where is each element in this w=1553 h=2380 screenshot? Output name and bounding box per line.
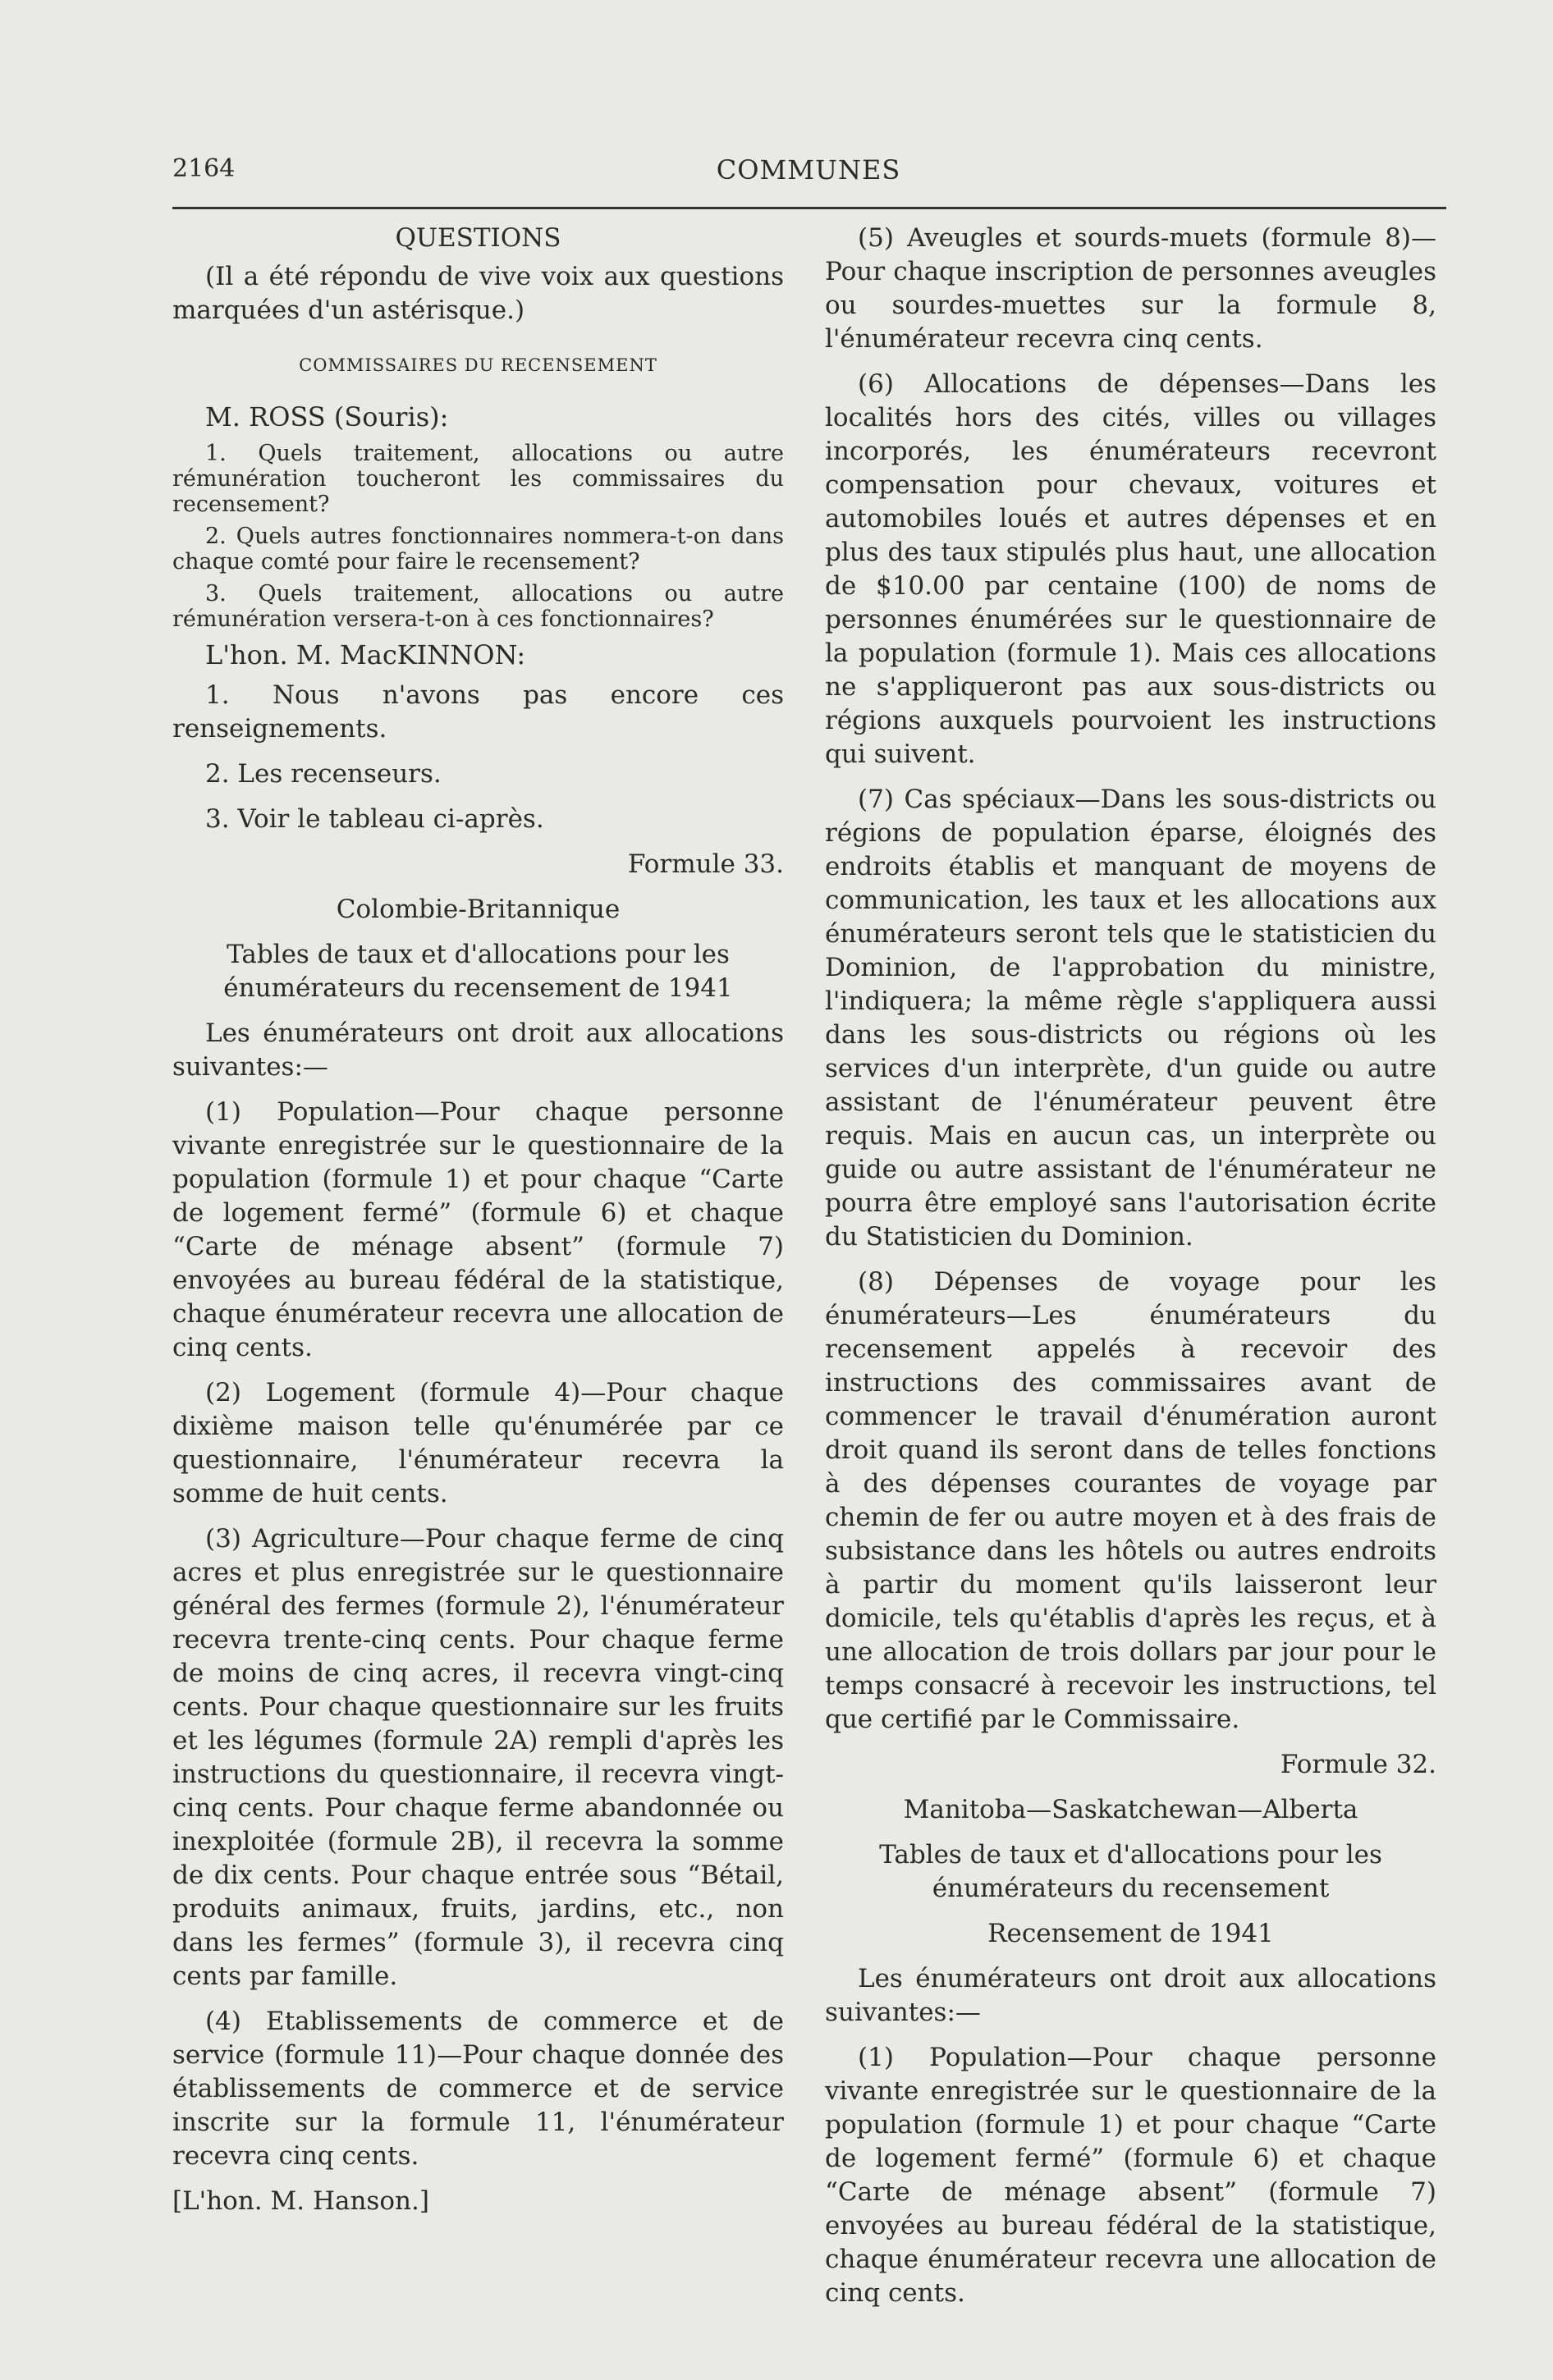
question-1: 1. Quels traitement, allocations ou autre rémunération toucheront les commissaires du recensement? — [172, 441, 784, 517]
page-footer: [L'hon. M. Hanson.] — [172, 2186, 429, 2216]
right-column — [825, 222, 1436, 2322]
speaker-mackinnon: L'hon. M. MacKINNON: — [205, 639, 526, 671]
tables-title-bc: Tables de taux et d'allocations pour les énumérateurs du recensement de 1941 — [223, 940, 733, 1003]
province-prairies: Manitoba—Saskatchewan—Alberta — [903, 1795, 1358, 1824]
paragraph-population-bc: (1) Population—Pour chaque personne vivante enregistrée sur le questionnaire de la population (formule 1) et pour chaque “Carte de logement fermé” (formule 6) et chaque “Carte de ménage absent” (formule 7) envoyées au bureau fédéral de la statistique, chaque énumérateur recevra une allocation de cinq cents. — [172, 1097, 784, 1362]
paragraph-agriculture: (3) Agriculture—Pour chaque ferme de cinq acres et plus enregistrée sur le questionnaire général des fermes (formule 2), l'énumérateur recevra trente-cinq cents. Pour chaque ferme de moins de cinq acres, il recevra vingt-cinq cents. Pour chaque questionnaire sur les fruits et les légumes (formule 2A) rempli d'après les instructions du questionnaire, il recevra vingt-cinq cents. Pour chaque ferme abandonnée ou inexploitée (formule 2B), il recevra la somme de dix cents. Pour chaque entrée sous “Bétail, produits animaux, fruits, jardins, etc., non dans les fermes” (formule 3), il recevra cinq cents par famille. — [172, 1524, 784, 1991]
question-2: 2. Quels autres fonctionnaires nommera-t-on dans chaque comté pour faire le recensement? — [172, 524, 784, 574]
answer-2: 2. Les recenseurs. — [205, 759, 442, 789]
answer-3: 3. Voir le tableau ci-après. — [205, 804, 544, 834]
answer-1: 1. Nous n'avons pas encore ces renseignements. — [172, 680, 784, 744]
formule-32: Formule 32. — [1280, 1750, 1436, 1779]
questions-note: (Il a été répondu de vive voix aux questions marquées d'un astérisque.) — [172, 262, 784, 325]
speaker-ross: M. ROSS (Souris): — [205, 401, 449, 433]
province-bc: Colombie-Britannique — [336, 895, 621, 924]
section-heading: COMMISSAIRES DU RECENSEMENT — [299, 355, 657, 375]
left-column — [172, 222, 784, 2230]
question-3: 3. Quels traitement, allocations ou autre rémunération versera-t-on à ces fonctionnaires? — [172, 581, 784, 632]
paragraph-logement: (2) Logement (formule 4)—Pour chaque dixième maison telle qu'énumérée par ce questionnaire, l'énumérateur recevra la somme de huit cents. — [172, 1378, 784, 1508]
formule-33: Formule 33. — [627, 849, 784, 879]
year-title: Recensement de 1941 — [987, 1919, 1274, 1948]
page-number: 2164 — [172, 154, 236, 183]
questions-title: QUESTIONS — [395, 223, 561, 253]
paragraph-depenses-voyage: (8) Dépenses de voyage pour les énumérateurs—Les énumérateurs du recensement appelés à recevoir des instructions des commissaires avant de commencer le travail d'énumération auront droit quand ils seront dans de telles fonctions à des dépenses courantes de voyage par chemin de fer ou autre moyen et à des frais de subsistance dans les hôtels ou autres endroits à partir du moment qu'ils laisseront leur domicile, tels qu'établis d'après les reçus, et à une allocation de trois dollars par jour pour le temps consacré à recevoir les instructions, tel que certifié par le Commissaire. — [825, 1267, 1436, 1734]
paragraph-aveugles: (5) Aveugles et sourds-muets (formule 8)—Pour chaque inscription de personnes aveugles ou sourdes-muettes sur la formule 8, l'énumérateur recevra cinq cents. — [825, 223, 1436, 354]
intro-bc: Les énumérateurs ont droit aux allocations suivantes:— — [172, 1018, 784, 1082]
intro-prairies: Les énumérateurs ont droit aux allocations suivantes:— — [825, 1964, 1436, 2027]
running-head: COMMUNES — [716, 154, 901, 185]
page-header — [172, 154, 1445, 192]
paragraph-cas-speciaux: (7) Cas spéciaux—Dans les sous-districts ou régions de population éparse, éloignés des endroits établis et manquant de moyens de communication, les taux et les allocations aux énumérateurs seront tels que le statisticien du Dominion, de l'approbation du ministre, l'indiquera; la même règle s'appliquera aussi dans les sous-districts ou régions où les services d'un interprète, d'un guide ou autre assistant de l'énumérateur peuvent être requis. Mais en aucun cas, un interprète ou guide ou autre assistant de l'énumérateur ne pourra être employé sans l'autorisation écrite du Statisticien du Dominion. — [825, 785, 1436, 1252]
header-rule — [172, 207, 1446, 209]
tables-title-prairies: Tables de taux et d'allocations pour les énumérateurs du recensement — [879, 1840, 1382, 1903]
paragraph-etablissements: (4) Etablissements de commerce et de service (formule 11)—Pour chaque donnée des établissements de commerce et de service inscrite sur la formule 11, l'énumérateur recevra cinq cents. — [172, 2007, 784, 2171]
paragraph-allocations-depenses: (6) Allocations de dépenses—Dans les localités hors des cités, villes ou villages incorporés, les énumérateurs recevront compensation pour chevaux, voitures et automobiles loués et autres dépenses et en plus des taux stipulés plus haut, une allocation de $10.00 par centaine (100) de noms de personnes énumérées sur le questionnaire de la population (formule 1). Mais ces allocations ne s'appliqueront pas aux sous-districts ou régions auxquels pourvoient les instructions qui suivent. — [825, 369, 1436, 769]
paragraph-population-prairies: (1) Population—Pour chaque personne vivante enregistrée sur le questionnaire de la population (formule 1) et pour chaque “Carte de logement fermé” (formule 6) et chaque “Carte de ménage absent” (formule 7) envoyées au bureau fédéral de la statistique, chaque énumérateur recevra une allocation de cinq cents. — [825, 2043, 1436, 2308]
